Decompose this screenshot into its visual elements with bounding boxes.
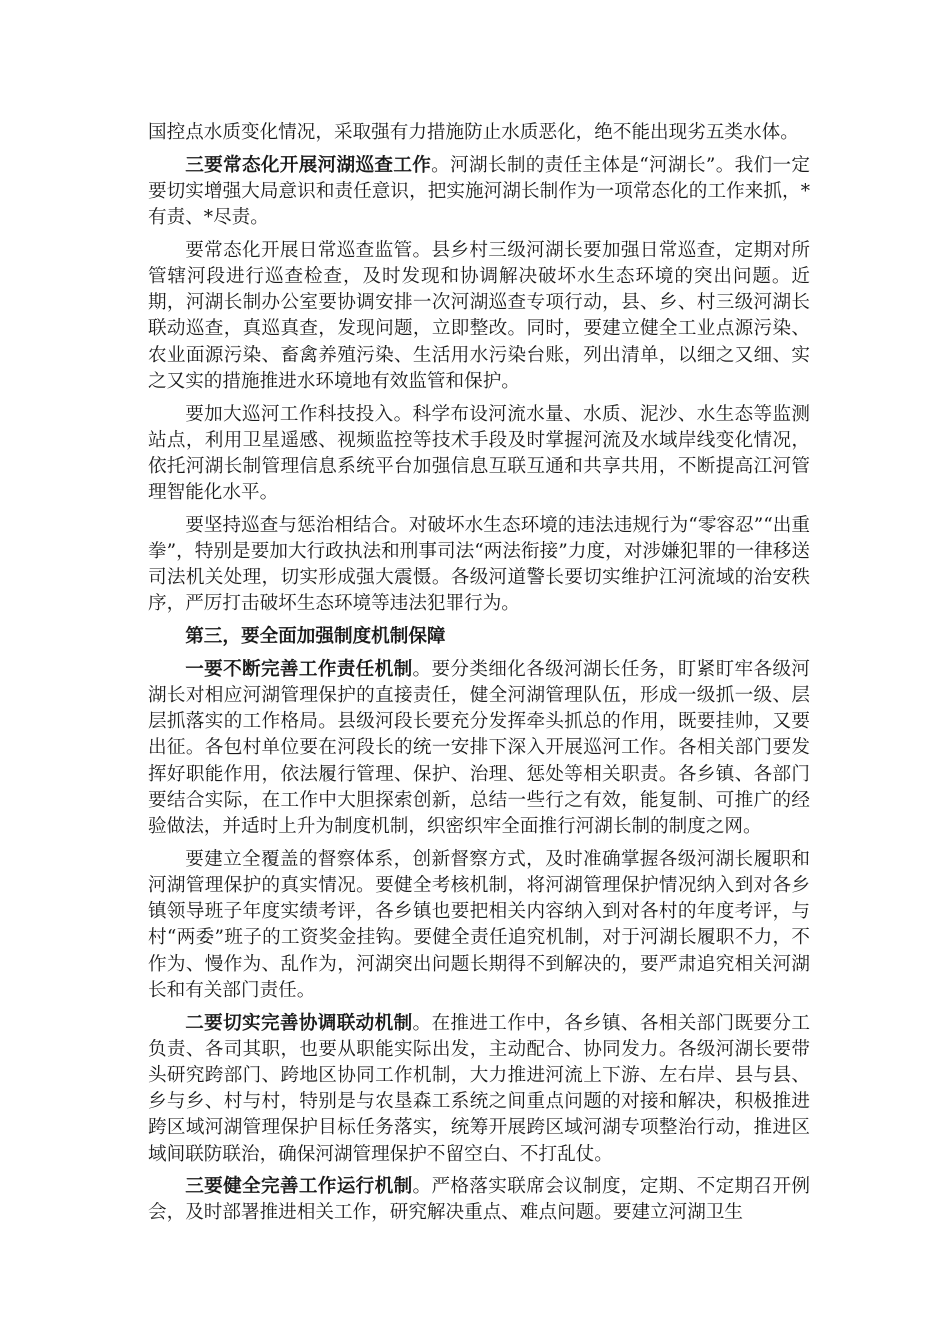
paragraph-tech-investment: 要加大巡河工作科技投入。科学布设河流水量、水质、泥沙、水生态等监测站点，利用卫星遥感、视频监控等技术手段及时掌握河流及水域岸线变化情况，依托河湖长制管理信息系统平台加强信息互联互通和共享共用，不断提高江河管理智能化水平。 [148, 403, 810, 504]
paragraph-continuation: 国控点水质变化情况，采取强有力措施防止水质恶化，绝不能出现劣五类水体。 [148, 122, 799, 143]
paragraph-lead: 二要切实完善协调联动机制 [185, 1012, 413, 1034]
paragraph-lead: 一要不断完善工作责任机制 [185, 658, 413, 680]
paragraph-responsibility-mechanism: 一要不断完善工作责任机制。要分类细化各级河湖长任务，盯紧盯牢各级河湖长对相应河湖管理保护的直接责任，健全河湖管理队伍，形成一级抓一级、层层抓落实的工作格局。县级河段长要充分发挥牵头抓总的作用，既要挂帅，又要出征。各包村单位要在河段长的统一安排下深入开展巡河工作。各相关部门要发挥好职能作用，依法履行管理、保护、治理、惩处等相关职责。各乡镇、各部门要结合实际，在工作中大胆探索创新，总结一些行之有效，能复制、可推广的经验做法，并适时上升为制度机制，织密织牢全面推行河湖长制的制度之网。 [148, 658, 810, 838]
paragraph-lead: 三要常态化开展河湖巡查工作 [185, 154, 432, 176]
paragraph-operation-mechanism: 三要健全完善工作运行机制。严格落实联席会议制度，定期、不定期召开例会，及时部署推进相关工作，研究解决重点、难点问题。要建立河湖卫生 [148, 1176, 810, 1224]
paragraph-inspection-punishment: 要坚持巡查与惩治相结合。对破坏水生态环境的违法违规行为“零容忍”“出重拳”，特别是要加大行政执法和刑事司法“两法衔接”力度，对涉嫌犯罪的一律移送司法机关处理，切实形成强大震慑。各级河道警长要切实维护江河流域的治安秩序，严厉打击破坏生态环境等违法犯罪行为。 [148, 514, 810, 615]
section-heading: 第三，要全面加强制度机制保障 [185, 626, 446, 648]
paragraph-patrol-work: 三要常态化开展河湖巡查工作。河湖长制的责任主体是“河湖长”。我们一定要切实增强大局意识和责任意识，把实施河湖长制作为一项常态化的工作来抓，*有责、*尽责。 [148, 154, 810, 229]
paragraph-supervision-system: 要建立全覆盖的督察体系，创新督察方式，及时准确掌握各级河湖长履职和河湖管理保护的真实情况。要健全考核机制，将河湖管理保护情况纳入到对各乡镇领导班子年度实绩考评，各乡镇也要把相关内容纳入到对各村的年度考评，与村“两委”班子的工资奖金挂钩。要健全责任追究机制，对于河湖长履职不力，不作为、慢作为、乱作为，河湖突出问题长期得不到解决的，要严肃追究相关河湖长和有关部门责任。 [148, 848, 810, 1001]
paragraph-lead: 三要健全完善工作运行机制 [185, 1176, 413, 1198]
paragraph-daily-inspection: 要常态化开展日常巡查监管。县乡村三级河湖长要加强日常巡查，定期对所管辖河段进行巡查检查，及时发现和协调解决破坏水生态环境的突出问题。近期，河湖长制办公室要协调安排一次河湖巡查专项行动，县、乡、村三级河湖长联动巡查，真巡真查，发现问题，立即整改。同时，要建立健全工业点源污染、农业面源污染、畜禽养殖污染、生活用水污染台账，列出清单，以细之又细、实之又实的措施推进水环境地有效监管和保护。 [148, 239, 810, 392]
document-page [148, 120, 810, 1233]
paragraph-coordination-mechanism: 二要切实完善协调联动机制。在推进工作中，各乡镇、各相关部门既要分工负责、各司其职，也要从职能实际出发，主动配合、协同发力。各级河湖长要带头研究跨部门、跨地区协同工作机制，大力推进河流上下游、左右岸、县与县、乡与乡、村与村，特别是与农垦森工系统之间重点问题的对接和解决，积极推进跨区域河湖管理保护目标任务落实，统筹开展跨区域河湖专项整治行动，推进区域间联防联治，确保河湖管理保护不留空白、不打乱仗。 [148, 1012, 810, 1165]
